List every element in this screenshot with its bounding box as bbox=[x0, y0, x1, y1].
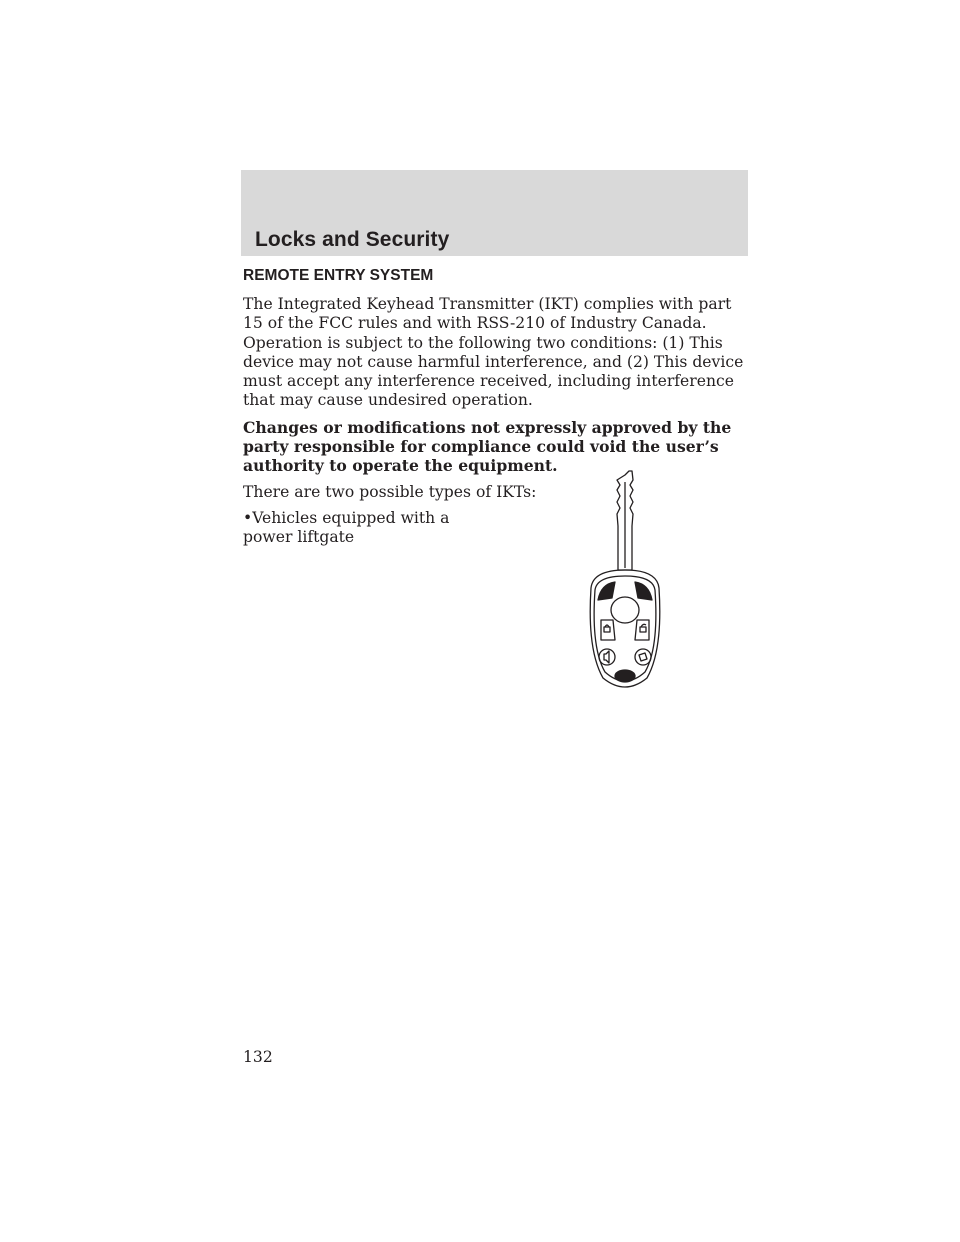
section-title: Locks and Security bbox=[255, 228, 450, 251]
bullet-marker: • bbox=[243, 508, 253, 527]
subhead-remote-entry: REMOTE ENTRY SYSTEM bbox=[243, 267, 434, 284]
bullet-text: Vehicles equipped with a power liftgate bbox=[243, 508, 450, 547]
key-fob-illustration bbox=[585, 470, 685, 700]
paragraph-ikt-types: There are two possible types of IKTs: bbox=[243, 482, 537, 501]
liftgate-icon bbox=[635, 649, 651, 665]
warning-paragraph: Changes or modifications not expressly approved by the party responsible for compliance could void the user’s authority to operate the equipment. bbox=[243, 417, 732, 476]
lock-icon bbox=[601, 620, 615, 640]
panic-icon bbox=[599, 649, 615, 665]
bullet-item bbox=[243, 509, 503, 548]
page-number: 132 bbox=[243, 1048, 273, 1066]
paragraph-fcc-compliance: The Integrated Keyhead Transmitter (IKT) complies with part 15 of the FCC rules and with RSS-210 of Industry Canada. Operation is subject to the following two conditions: (1) This device may not cause harmful interference, and (2) This device must accept any interference received, including interference that may cause undesired operation. bbox=[243, 295, 744, 410]
unlock-icon bbox=[635, 620, 649, 640]
